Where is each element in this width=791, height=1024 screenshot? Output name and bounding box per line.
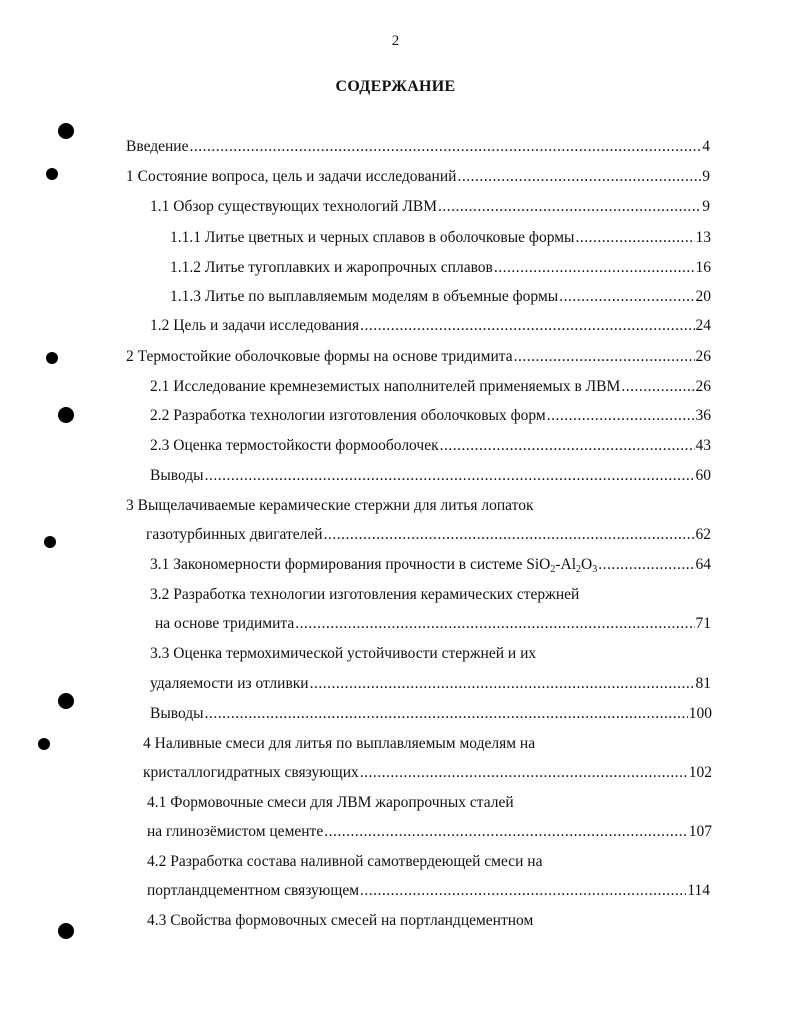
toc-entry-title: Выводы	[150, 467, 204, 484]
subscript: 2	[576, 564, 582, 575]
toc-entry-page: 81	[695, 675, 711, 692]
toc-leader-dots	[457, 166, 701, 188]
toc-entry-title: 2.3 Оценка термостойкости формооболочек	[150, 437, 439, 454]
toc-entry-title: 2.1 Исследование кремнеземистых наполнителей применяемых в ЛВМ	[150, 378, 621, 395]
toc-entry[interactable]	[150, 435, 711, 457]
toc-entry-title-part: 3.1 Закономерности формирования прочности в системе SiO	[150, 556, 551, 573]
toc-entry-title: Выводы	[150, 705, 204, 722]
toc-entry[interactable]	[150, 405, 711, 427]
toc-entry-page: 9	[702, 168, 710, 185]
toc-entry[interactable]	[150, 196, 710, 218]
toc-leader-dots	[621, 376, 694, 398]
toc-entry[interactable]	[150, 703, 712, 725]
toc-entry-line[interactable]	[147, 910, 533, 932]
toc-leader-dots	[575, 227, 694, 249]
toc-leader-dots	[360, 880, 686, 902]
toc-leader-dots	[440, 435, 695, 457]
toc-entry[interactable]	[126, 166, 710, 188]
toc-leader-dots	[494, 257, 695, 279]
toc-entry-page: 114	[687, 882, 710, 899]
toc-entry[interactable]	[146, 524, 711, 546]
toc-entry-title: газотурбинных двигателей	[146, 526, 323, 543]
toc-leader-dots	[547, 405, 695, 427]
toc-entry-page: 9	[702, 198, 710, 215]
toc-entry[interactable]	[126, 136, 710, 158]
toc-leader-dots	[295, 613, 694, 635]
toc-entry-title: на глинозёмистом цементе	[147, 823, 324, 840]
toc-entry-page: 13	[695, 229, 711, 246]
toc-entry-title: 4.1 Формовочные смеси для ЛВМ жаропрочных сталей	[147, 794, 514, 811]
page-title: СОДЕРЖАНИЕ	[335, 78, 456, 95]
toc-entry-page: 71	[695, 615, 711, 632]
toc-entry-title	[150, 554, 597, 576]
toc-entry-title: 4 Наливные смеси для литья по выплавляемым моделям на	[143, 735, 536, 752]
toc-entry-title: 1.1.2 Литье тугоплавких и жаропрочных сплавов	[170, 259, 493, 276]
toc-entry-line[interactable]	[126, 495, 533, 517]
toc-entry[interactable]	[155, 613, 711, 635]
toc-leader-dots	[438, 196, 701, 218]
toc-entry-page: 20	[695, 288, 711, 305]
toc-entry-line[interactable]	[143, 733, 535, 755]
toc-entry-title: портландцементном связующем	[147, 882, 360, 899]
toc-leader-dots	[324, 524, 695, 546]
toc-entry[interactable]	[150, 465, 711, 487]
toc-entry-page: 100	[688, 705, 712, 722]
toc-entry-page: 64	[695, 556, 711, 573]
toc-leader-dots	[205, 465, 695, 487]
toc-entry-line[interactable]	[150, 584, 579, 606]
toc-entry[interactable]	[170, 227, 711, 249]
toc-entry[interactable]	[170, 286, 711, 308]
toc-entry-page: 62	[695, 526, 711, 543]
toc-entry[interactable]	[150, 315, 711, 337]
toc-entry-title: кристаллогидратных связующих	[143, 764, 359, 781]
toc-entry-line[interactable]	[150, 643, 536, 665]
toc-leader-dots	[205, 703, 688, 725]
toc-entry-page: 26	[695, 348, 711, 365]
subscript: 2	[550, 564, 556, 575]
toc-entry[interactable]	[150, 554, 711, 576]
toc-leader-dots	[360, 315, 694, 337]
toc-entry-title: 2 Термостойкие оболочковые формы на основе тридимита	[126, 348, 513, 365]
toc-entry-page: 36	[695, 407, 711, 424]
toc-leader-dots	[189, 136, 701, 158]
toc-entry-title: 1.1 Обзор существующих технологий ЛВМ	[150, 198, 437, 215]
toc-entry[interactable]	[143, 762, 712, 784]
toc-entry-title: на основе тридимита	[155, 615, 295, 632]
toc-entry-title: 1.1.1 Литье цветных и черных сплавов в оболочковые формы	[170, 229, 575, 246]
toc-leader-dots	[324, 821, 688, 843]
toc-entry-title: 3 Выщелачиваемые керамические стержни для литья лопаток	[126, 497, 534, 514]
toc-entry-title: 3.3 Оценка термохимической устойчивости стержней и их	[150, 645, 537, 662]
toc-entry-title: 1 Состояние вопроса, цель и задачи исследований	[126, 168, 457, 185]
toc-entry-title: 3.2 Разработка технологии изготовления керамических стержней	[150, 586, 580, 603]
toc-entry-title-part: -Al	[555, 556, 577, 573]
toc-entry-title: удаляемости из отливки	[150, 675, 309, 692]
toc-entry-title: 4.2 Разработка состава наливной самотвердеющей смеси на	[147, 853, 543, 870]
toc-leader-dots	[559, 286, 694, 308]
page-number: 2	[391, 33, 400, 49]
toc-leader-dots	[598, 554, 694, 576]
subscript: 3	[592, 564, 598, 575]
toc-entry-title: Введение	[126, 138, 189, 155]
toc-entry[interactable]	[126, 346, 711, 368]
toc-entry-page: 16	[695, 259, 711, 276]
toc-entry-page: 107	[688, 823, 712, 840]
toc-entry-page: 102	[688, 764, 712, 781]
toc-entry-page: 60	[695, 467, 711, 484]
toc-entry[interactable]	[170, 257, 711, 279]
toc-entry-line[interactable]	[147, 792, 514, 814]
toc-entry-page: 4	[702, 138, 710, 155]
toc-entry-page: 26	[695, 378, 711, 395]
toc-entry-page: 24	[695, 317, 711, 334]
toc-entry[interactable]	[150, 376, 711, 398]
toc-entry-title-part: O	[581, 556, 593, 573]
toc-entry-title: 1.2 Цель и задачи исследования	[150, 317, 360, 334]
toc-entry[interactable]	[147, 821, 712, 843]
toc-entry-line[interactable]	[147, 851, 542, 873]
toc-entry[interactable]	[147, 880, 710, 902]
toc-entry[interactable]	[150, 673, 711, 695]
toc-entry-title: 1.1.3 Литье по выплавляемым моделям в объемные формы	[170, 288, 559, 305]
toc-leader-dots	[310, 673, 695, 695]
toc-entry-title: 4.3 Свойства формовочных смесей на портландцементном	[147, 912, 534, 929]
toc-entry-page: 43	[695, 437, 711, 454]
toc-leader-dots	[360, 762, 688, 784]
toc-leader-dots	[514, 346, 695, 368]
toc-entry-title: 2.2 Разработка технологии изготовления оболочковых форм	[150, 407, 546, 424]
